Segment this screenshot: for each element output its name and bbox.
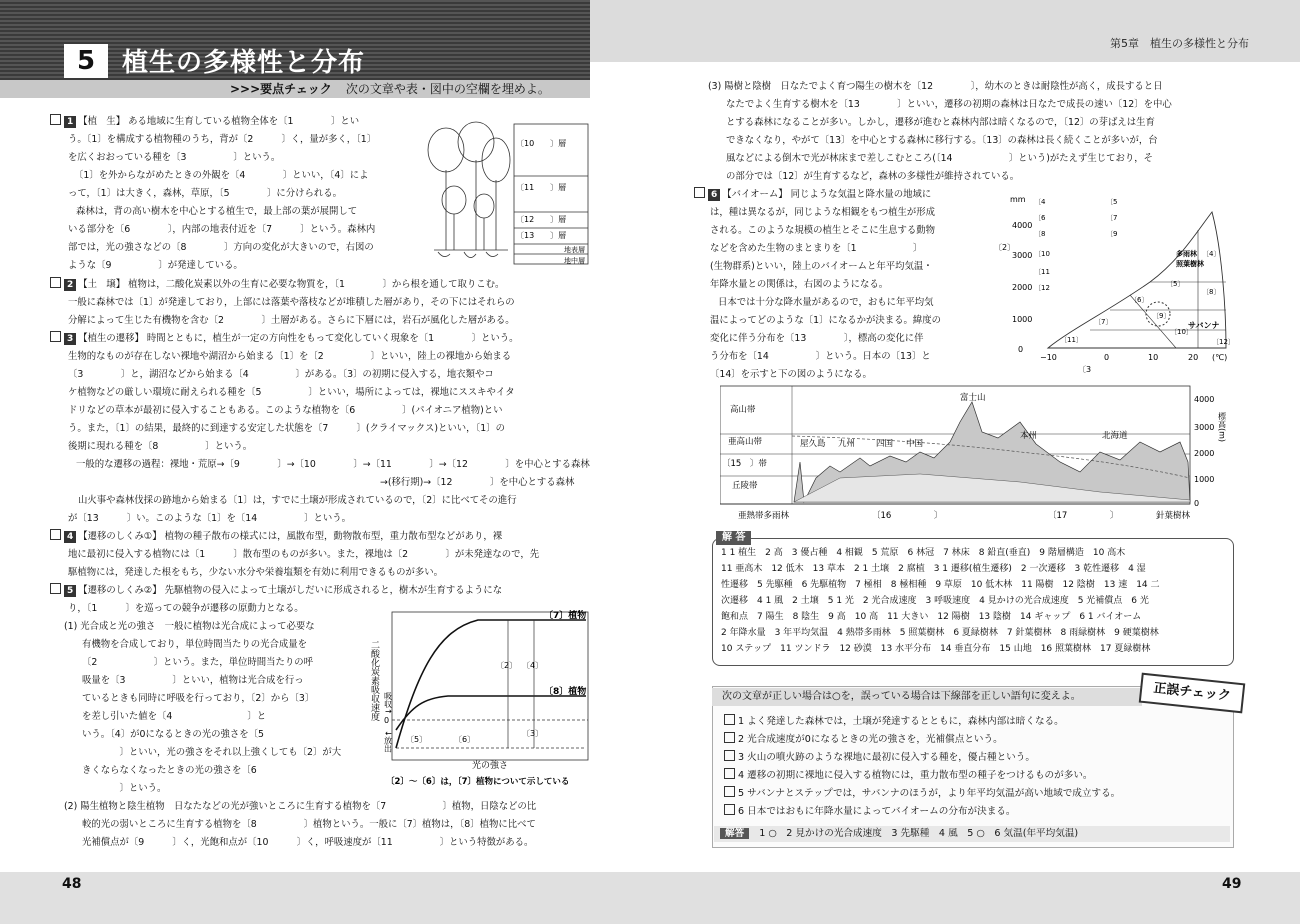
section-line: ような〔9 〕が発達している。 — [68, 260, 243, 271]
section-line: う。また，〔1〕の結果，最終的に到達する安定した状態を〔7 〕(クライマックス)といい，〔1〕の — [68, 423, 505, 434]
y-tick: 0 — [1194, 499, 1200, 508]
text-line: なたでよく生育する樹木を〔13 〕といい，遷移の初期の森林は日なたで成長の速い〔12〕を中心 — [726, 99, 1172, 110]
x-tick: 0 — [1104, 353, 1110, 362]
biome-label: 〔7〕 — [1094, 318, 1113, 326]
text-line: (1) 光合成と光の強さ 一般に植物は光合成によって必要な — [64, 621, 315, 632]
text-line: きくならなくなったときの光の強さを〔6 — [82, 765, 257, 776]
y-tick: 3000 — [1194, 423, 1215, 432]
biome-label: 多雨林 — [1176, 250, 1197, 258]
text-line: 年降水量との関係は，右図のようになる。 — [710, 279, 889, 290]
y-axis-label: 〔2〕 — [994, 243, 1016, 252]
bottom-label: 〔17 〕 — [1048, 511, 1119, 521]
y-tick: 4000 — [1194, 395, 1215, 404]
answer-tag: 解答 — [720, 828, 749, 839]
page-title: 植生の多様性と分布 — [122, 48, 366, 78]
truefalse-item: 4 遷移の初期に裸地に侵入する植物には，重力散布型の種子をつけるものが多い。 — [724, 767, 1093, 781]
text-line: (3) 陽樹と陰樹 日なたでよく育つ陽生の樹木を〔12 〕，幼木のときは耐陰性が高く，成長すると日 — [708, 81, 1163, 92]
section-line: が〔13 〕い。このような〔1〕を〔14 〕という。 — [68, 513, 351, 524]
text-line: は，種は異なるが，同じような相観をもつ植生が形成 — [710, 207, 936, 218]
answer-line: 11 亜高木 12 低木 13 草本 2 1 土壌 2 腐植 3 1 遷移(植生遷移) 2 一次遷移 3 乾性遷移 4 湿 — [721, 564, 1146, 574]
section-line: 分解によって生じた有機物を含む〔2 〕土層がある。さらに下層には，岩石が風化した層がある。 — [68, 315, 515, 326]
photosynthesis-text — [64, 618, 364, 798]
section-line: 4 【遷移のしくみ①】 植物の種子散布の様式には，風散布型，動物散布型，重力散布型などがあり，裸 — [50, 528, 595, 546]
page-number-right: 49 — [1222, 876, 1242, 892]
section-line: う。〔1〕を構成する植物種のうち，背が〔2 〕く，量が多く，〔1〕 — [68, 134, 377, 145]
section-line: いる部分を〔6 〕，内部の地表付近を〔7 〕という。森林内 — [68, 224, 376, 235]
sun-shade-trees-text — [708, 78, 1238, 186]
biome-label: 〔10〕 — [1170, 328, 1193, 336]
checkpoint-instruction: 次の文章や表・図中の空欄を埋めよ。 — [345, 82, 550, 96]
place-label: 北海道 — [1102, 431, 1128, 441]
y-axis-label: 二酸化炭素吸収速度 — [369, 640, 379, 721]
text-line: 〕といい，光の強さをそれ以上強くしても〔2〕が大 — [82, 747, 342, 758]
place-label: 本州 — [1020, 431, 1038, 441]
zone-label: 〔15 〕帯 — [722, 459, 767, 469]
section-vegetation — [50, 113, 414, 275]
checkbox-icon[interactable] — [694, 187, 705, 198]
curve-label-shade: 〔8〕植物 — [544, 687, 587, 697]
biome-chart — [990, 190, 1240, 374]
y-tick: 4000 — [1012, 221, 1033, 230]
text-line: 〔2 〕という。また，単位時間当たりの呼 — [82, 657, 313, 668]
truefalse-answer: 解答 1 ○ 2 見かけの光合成速度 3 先駆種 4 風 5 ○ 6 気温(年平均気温) — [714, 826, 1230, 842]
checkbox-icon[interactable] — [724, 804, 735, 815]
checkbox-icon[interactable] — [724, 714, 735, 725]
place-label: 屋久島 — [800, 439, 826, 449]
biome-label: 〔9〕 — [1152, 312, 1171, 320]
footer-bar — [0, 872, 1300, 924]
y-tick: 0 — [1018, 345, 1024, 354]
section-line: 3 【植生の遷移】 時間とともに，植生が一定の方向性をもって変化していく現象を〔1 〕という。 — [50, 330, 595, 348]
text-line: ているときも同時に呼吸を行っており，〔2〕から〔3〕 — [82, 693, 315, 704]
text-line: 有機物を合成しており，単位時間当たりの光合成量を — [82, 639, 308, 650]
text-line: う分布を〔14 〕という。日本の〔13〕と — [710, 351, 931, 362]
place-label: 九州 — [838, 439, 856, 449]
y-up-label: 吸収↑ — [383, 692, 393, 715]
answer-line: 飽和点 7 陽生 8 陰生 9 高 10 高 11 大きい 12 陽樹 13 陰樹 14 ギャップ 6 1 バイオーム — [721, 612, 1142, 622]
biome-blank: 〔12 — [1034, 284, 1050, 292]
x-tick: 20 — [1188, 353, 1199, 362]
section-line: 6 【バイオーム】 同じような気温と降水量の地域に — [694, 186, 994, 204]
biome-blank: 〔10 — [1034, 250, 1050, 258]
answer-line: 次遷移 4 1 風 2 土壌 5 1 光 2 光合成速度 3 呼吸速度 4 見かけの光合成速度 5 光補償点 6 光 — [721, 596, 1149, 606]
section-badge: 4 — [64, 531, 76, 543]
y-down-label: ↓放出 — [383, 730, 393, 753]
section-line: を広くおおっている種を〔3 〕という。 — [68, 152, 281, 163]
chart-caption: 〔2〕～〔6〕は，〔7〕植物について示している — [386, 777, 570, 787]
section-line: 一般的な遷移の過程：裸地・荒原→〔9 〕→〔10 〕→〔11 〕→〔12 〕を中心とする森林 — [76, 459, 590, 470]
y-unit: mm — [1010, 195, 1026, 204]
y-tick: 2000 — [1012, 283, 1033, 292]
section-number: 5 — [64, 44, 108, 78]
bracket-label: 〔6〕 — [454, 735, 476, 744]
layer-label: 地中層 — [564, 257, 585, 265]
truefalse-item: 1 よく発達した森林では，土壌が発達するとともに，森林内部は暗くなる。 — [724, 713, 1064, 727]
biome-label: 〔6〕 — [1130, 296, 1149, 304]
biome-label: 照葉樹林 — [1176, 260, 1204, 268]
text-line: 〕という。 — [82, 783, 167, 794]
section-line: 山火事や森林伐採の跡地から始まる〔1〕は，すでに土壌が形成されているので，〔2〕に比べてその進行 — [78, 495, 517, 506]
section-line: 1 【植 生】 ある地域に生育している植物全体を〔1 〕とい — [50, 113, 414, 131]
x-tick: 10 — [1148, 353, 1159, 362]
answer-line: 性遷移 5 先駆種 6 先駆植物 7 極相 8 極相種 9 草原 10 低木林 11 陽樹 12 陰樹 13 速 14 二 — [721, 580, 1160, 590]
biome-blank: 〔7 — [1106, 214, 1118, 222]
section-line: ケ植物などの厳しい環境に耐えられる種を〔5 〕といい，場所によっては，裸地にススキやイタ — [68, 387, 515, 398]
checkbox-icon[interactable] — [50, 331, 61, 342]
checkbox-icon[interactable] — [724, 768, 735, 779]
answer-line: 2 年降水量 3 年平均気温 4 熱帯多雨林 5 照葉樹林 6 夏緑樹林 7 針葉樹林 8 雨緑樹林 9 硬葉樹林 — [721, 628, 1159, 638]
x-tick: −10 — [1040, 353, 1057, 362]
section-line: 地に最初に侵入する植物には〔1 〕散布型のものが多い。また，裸地は〔2 〕が未発達なので，先 — [68, 549, 540, 560]
truefalse-item: 6 日本ではおもに年降水量によってバイオームの分布が決まる。 — [724, 803, 1016, 817]
biome-blank: 〔9 — [1106, 230, 1118, 238]
x-unit: (℃) — [1212, 353, 1228, 362]
answer-line: 1 1 植生 2 高 3 優占種 4 相観 5 荒原 6 林冠 7 林床 8 鉛直(垂直) 9 階層構造 10 高木 — [721, 548, 1126, 558]
text-line: 光補償点が〔9 〕く，光飽和点が〔10 〕く，呼吸速度が〔11 〕という特徴がある。 — [82, 837, 534, 848]
section-succession — [50, 330, 595, 528]
bottom-label: 針葉樹林 — [1156, 511, 1191, 521]
biome-label: 〔11〕 — [1060, 336, 1083, 344]
vertical-distribution-chart — [720, 382, 1230, 526]
section-mechanism-1 — [50, 528, 595, 582]
layer-label: 〔13 〕層 — [516, 231, 567, 240]
place-label: 中国 — [906, 439, 924, 449]
text-line: できなくなり，やがて〔13〕を中心とする森林に移行する。〔13〕の森林は長く続くことが多いが，台 — [726, 135, 1158, 146]
section-badge: 5 — [64, 585, 76, 597]
layer-label: 地表層 — [564, 246, 585, 254]
bracket-label: 〔2〕 — [496, 661, 518, 670]
text-line: などを含めた生物のまとまりを〔1 〕 — [710, 243, 923, 254]
x-axis-label: 〔3 — [1078, 365, 1092, 374]
biome-blank: 〔4 — [1034, 198, 1046, 206]
truefalse-instruction: 次の文章が正しい場合は○を，誤っている場合は下線部を正しい語句に変えよ。 — [712, 688, 1142, 706]
y-tick: 1000 — [1194, 475, 1215, 484]
section-line: ドリなどの草本が最初に侵入することもある。このような植物を〔6 〕(パイオニア植物)とい — [68, 405, 503, 416]
section-line: 2 【土 壌】 植物は，二酸化炭素以外の生育に必要な物質を，〔1 〕から根を通して取りこむ。 — [50, 276, 595, 294]
place-label: 四国 — [876, 439, 894, 449]
biome-label: 〔5〕 — [1166, 280, 1185, 288]
truefalse-badge: 正誤チェック — [1139, 673, 1246, 714]
truefalse-item: 2 光合成速度が0になるときの光の強さを，光補償点という。 — [724, 731, 1003, 745]
co2-light-chart — [368, 610, 592, 790]
checkbox-icon[interactable] — [50, 114, 61, 125]
checkpoint-label: >>>要点チェック — [230, 82, 332, 96]
truefalse-item: 3 火山の噴火跡のような裸地に最初に侵入する種を，優占種という。 — [724, 749, 1035, 763]
bracket-label: 〔5〕 — [406, 735, 428, 744]
section-line: 森林は，背の高い樹木を中心とする植生で，最上部の葉が展開して — [76, 206, 358, 217]
section-line: 後期に現れる種を〔8 〕という。 — [68, 441, 253, 452]
section-line: 〔3 〕と，湖沼などから始まる〔4 〕がある。〔3〕の初期に侵入する，地衣類やコ — [68, 369, 494, 380]
y-tick: 2000 — [1194, 449, 1215, 458]
x-axis-label: 光の強さ — [472, 761, 509, 771]
checkbox-icon[interactable] — [50, 277, 61, 288]
biome-blank: 〔5 — [1106, 198, 1118, 206]
checkpoint-text — [230, 80, 550, 98]
section-line: って，〔1〕は大きく，森林，草原，〔5 〕に分けられる。 — [68, 188, 343, 199]
checkbox-icon[interactable] — [50, 583, 61, 594]
checkbox-icon[interactable] — [724, 786, 735, 797]
layer-label: 〔11 〕層 — [516, 183, 567, 192]
text-line: (生物群系)といい，陸上のバイオームと年平均気温・ — [710, 261, 933, 272]
section-line: →(移行期)→〔12 〕を中心とする森林 — [380, 477, 575, 488]
checkbox-icon[interactable] — [724, 750, 735, 761]
biome-blank: 〔8 — [1034, 230, 1046, 238]
bracket-label: 〔3〕 — [522, 729, 544, 738]
text-line: 〔14〕を示すと下の図のようになる。 — [710, 369, 872, 380]
section-badge: 2 — [64, 279, 76, 291]
section-line: 駆植物には，発達した根をもち，少ない水分や栄養塩類を有効に利用できるものが多い。 — [68, 567, 444, 578]
section-biome — [694, 186, 994, 384]
section-line: 生物的なものが存在しない裸地や湖沼から始まる〔1〕を〔2 〕といい，陸上の裸地から始まる — [68, 351, 512, 362]
bottom-label: 〔16 〕 — [872, 511, 943, 521]
text-line: 日本では十分な降水量があるので，おもに年平均気 — [718, 297, 934, 308]
truefalse-item: 5 サバンナとステップでは，サバンナのほうが，より年平均気温が高い地域で成立する。 — [724, 785, 1120, 799]
layer-label: 〔12 〕層 — [516, 215, 567, 224]
text-line: を差し引いた値を〔4 〕と — [82, 711, 267, 722]
section-badge: 3 — [64, 333, 76, 345]
y-tick: 3000 — [1012, 251, 1033, 260]
biome-label: 〔12〕 — [1212, 338, 1235, 346]
checkbox-icon[interactable] — [724, 732, 735, 743]
answer-line: 10 ステップ 11 ツンドラ 12 砂漠 13 水平分布 14 垂直分布 15 山地 16 照葉樹林 17 夏緑樹林 — [721, 644, 1151, 654]
section-line: 一般に森林では〔1〕が発達しており，上部には落葉や落枝などが堆積した層があり，その下にはそれらの — [68, 297, 515, 308]
biome-label: 〔8〕 — [1202, 288, 1221, 296]
text-line: いう。〔4〕が0になるときの光の強さを〔5 — [82, 729, 264, 740]
text-line: (2) 陽生植物と陰生植物 日なたなどの光が強いところに生育する植物を〔7 〕植物，日陰などの比 — [64, 801, 537, 812]
text-line: 変化に伴う分布を〔13 〕，標高の変化に伴 — [710, 333, 924, 344]
zone-label: 亜高山帯 — [728, 437, 763, 447]
answers-box — [712, 538, 1234, 666]
biome-blank: 〔6 — [1034, 214, 1046, 222]
layer-label: 〔10 〕層 — [516, 139, 567, 148]
zone-label: 高山帯 — [730, 405, 756, 415]
section-badge: 1 — [64, 116, 76, 128]
biome-label: サバンナ — [1188, 321, 1220, 330]
zone-label: 丘陵帯 — [732, 481, 758, 491]
biome-label: 〔4〕 — [1202, 250, 1221, 258]
forest-layer-figure — [424, 120, 590, 268]
section-line: 部では，光の強さなどの〔8 〕方向の変化が大きいので，右図の — [68, 242, 374, 253]
biome-blank: 〔11 — [1034, 268, 1050, 276]
answers-title: 解 答 — [716, 531, 751, 545]
place-label: 富士山 — [960, 393, 986, 403]
bracket-label: 〔4〕 — [522, 661, 544, 670]
text-line: とする森林になることが多い。しかし，遷移が進むと森林内部は暗くなるので，〔12〕の芽ばえは生育 — [726, 117, 1155, 128]
section-soil — [50, 276, 595, 330]
text-line: の部分では〔12〕が生育するなど，森林の多様性が維持されている。 — [726, 171, 1020, 182]
text-line: される。このような規模の植生とそこに生息する動物 — [710, 225, 936, 236]
bottom-label: 亜熱帯多雨林 — [738, 511, 790, 521]
text-line: 較的光の弱いところに生育する植物を〔8 〕植物という。一般に〔7〕植物は，〔8〕植物に比べて — [82, 819, 536, 830]
checkbox-icon[interactable] — [50, 529, 61, 540]
section-line: 〔1〕を外からながめたときの外観を〔4 〕といい，〔4〕によ — [74, 170, 369, 181]
text-line: 温によってどのような〔1〕になるかが決まる。緯度の — [710, 315, 941, 326]
section-line: 5 【遷移のしくみ②】 先駆植物の侵入によって土壌がしだいに形成されると，樹木が生育するようにな — [50, 582, 595, 600]
y-unit: 標高(m) — [1217, 412, 1227, 443]
header-bar-right — [590, 0, 1300, 62]
chapter-title: 第5章 植生の多様性と分布 — [1110, 37, 1249, 50]
text-line: 吸量を〔3 〕といい，植物は光合成を行っ — [82, 675, 304, 686]
section-badge: 6 — [708, 189, 720, 201]
page-number-left: 48 — [62, 876, 82, 892]
curve-label-sun: 〔7〕植物 — [544, 611, 587, 621]
sun-shade-text — [64, 798, 604, 852]
y-tick: 1000 — [1012, 315, 1033, 324]
section-line: り，〔1 〕を巡っての競争が遷移の原動力となる。 — [68, 603, 304, 614]
y-zero-label: 0 — [384, 716, 390, 725]
text-line: 風などによる倒木で光が林床まで差しこむところ(〔14 〕という)がたえず生じており，そ — [726, 153, 1154, 164]
